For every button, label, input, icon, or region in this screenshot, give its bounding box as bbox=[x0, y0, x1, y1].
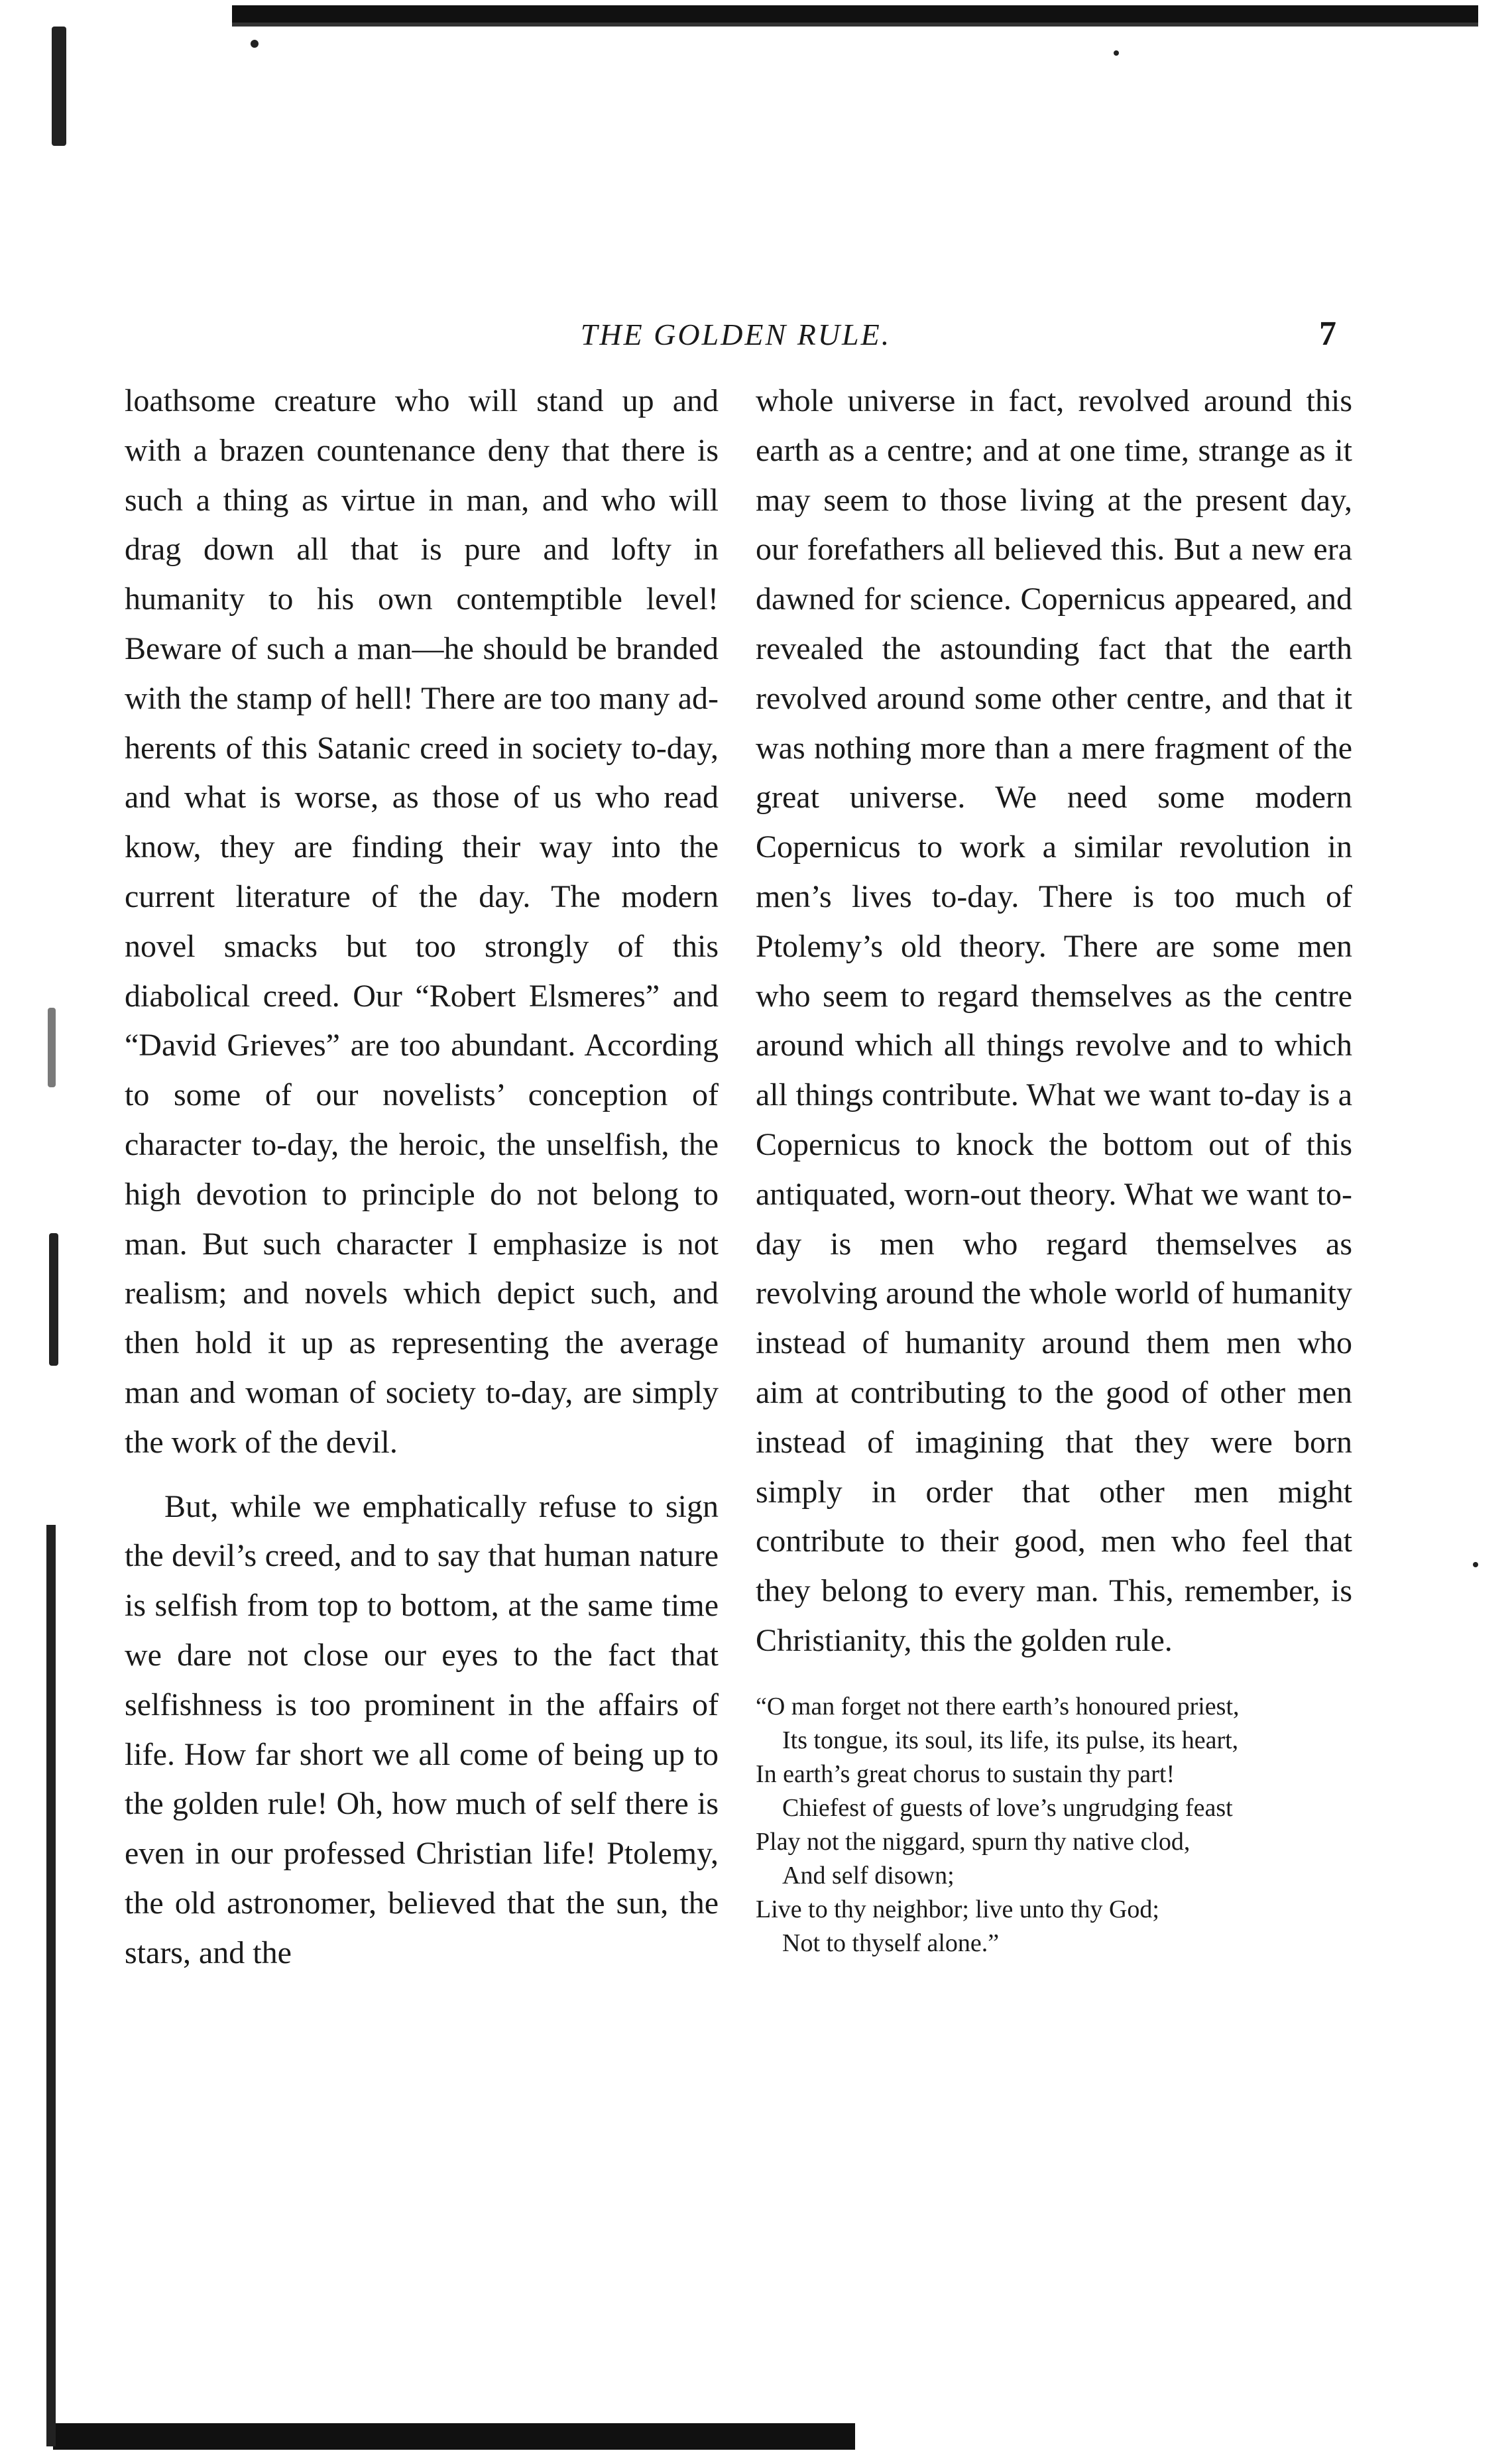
scan-mark-left-2 bbox=[49, 1233, 58, 1366]
poem-line: And self disown; bbox=[782, 1861, 955, 1889]
left-paragraph-1: loathsome creature who will stand up and with a brazen countenance deny that there is such a thing as virtue in man, and who will drag down all that is pure and lofty in humanity to his own contemptible level! Beware of such a man—he should be branded with the stamp of hell! There are too many adherents of this Satanic creed in society to-day, and what is worse, as those of us who read know, they are finding their way into the current literature of the day. The modern novel smacks but too strongly of this diabolical creed. Our “Robert Elsmeres” and “David Grieves” are too abundant. According to some of our novelists’ conception of character to-day, the heroic, the unselfish, the high devotion to principle do not belong to man. But such character I emphasize is not realism; and novels which depict such, and then hold it up as representing the average man and woman of society to-day, are simply the work of the devil. bbox=[125, 383, 719, 1460]
running-head: THE GOLDEN RULE. bbox=[580, 318, 892, 351]
scan-edge-top-shadow bbox=[232, 23, 1478, 27]
poem-line: Its tongue, its soul, its life, its pulse, its heart, bbox=[782, 1726, 1239, 1754]
poem-line: Not to thyself alone.” bbox=[782, 1929, 1000, 1957]
scan-edge-top bbox=[232, 5, 1478, 23]
scan-mark-left-1 bbox=[48, 1008, 56, 1087]
poem-line: Chiefest of guests of love’s ungrudging feast bbox=[782, 1793, 1233, 1822]
scan-dot bbox=[1114, 50, 1119, 56]
poem-line: In earth’s great chorus to sustain thy part! bbox=[756, 1760, 1175, 1788]
poem-line: Live to thy neighbor; live unto thy God; bbox=[756, 1895, 1159, 1923]
right-paragraph-1: whole universe in fact, revolved around this earth as a centre; and at one time, strange as it may seem to those living at the present day, our forefathers all believed this. But a new era dawned for science. Copernicus appeared, and revealed the astounding fact that the earth revolved around some other centre, and that it was nothing more than a mere fragment of the great universe. We need some modern Copernicus to work a similar revolution in men’s lives to-day. There is too much of Ptolemy’s old theory. There are some men who seem to regard themselves as the centre around which all things revolve and to which all things contribute. What we want to-day is a Copernicus to knock the bottom out of this antiquated, worn-out theory. What we want to-day is men who regard themselves as revolving around the whole world of humanity instead of humanity around them men who aim at contributing to the good of other men instead of imagining that they were born simply in order that other men might contribute to their good, men who feel that they belong to every man. This, remember, is Christianity, this the golden rule. bbox=[756, 383, 1352, 1658]
left-paragraph-2: But, while we emphatically refuse to sign the devil’s creed, and to say that human nature is selfish from top to bottom, at the same time we dare not close our eyes to the fact that selfishness is too prominent in the affairs of life. How far short we all come of being up to the golden rule! Oh, how much of self there is even in our professed Christian life! Ptolemy, the old astronomer, believed that the sun, the stars, and the bbox=[125, 1488, 719, 1970]
left-column bbox=[125, 377, 719, 1978]
poem-line: Play not the niggard, spurn thy native clod, bbox=[756, 1827, 1191, 1856]
scan-edge-left bbox=[46, 1525, 56, 2446]
poem-line: “O man forget not there earth’s honoured priest, bbox=[756, 1692, 1240, 1720]
scan-dot bbox=[1473, 1562, 1478, 1567]
page-number: 7 bbox=[1319, 315, 1336, 353]
scan-edge-bottom bbox=[53, 2423, 855, 2450]
poem-quote bbox=[756, 1690, 1352, 1960]
right-column bbox=[756, 377, 1352, 1960]
scan-dot bbox=[251, 40, 259, 48]
scan-mark-top-left bbox=[52, 27, 66, 146]
